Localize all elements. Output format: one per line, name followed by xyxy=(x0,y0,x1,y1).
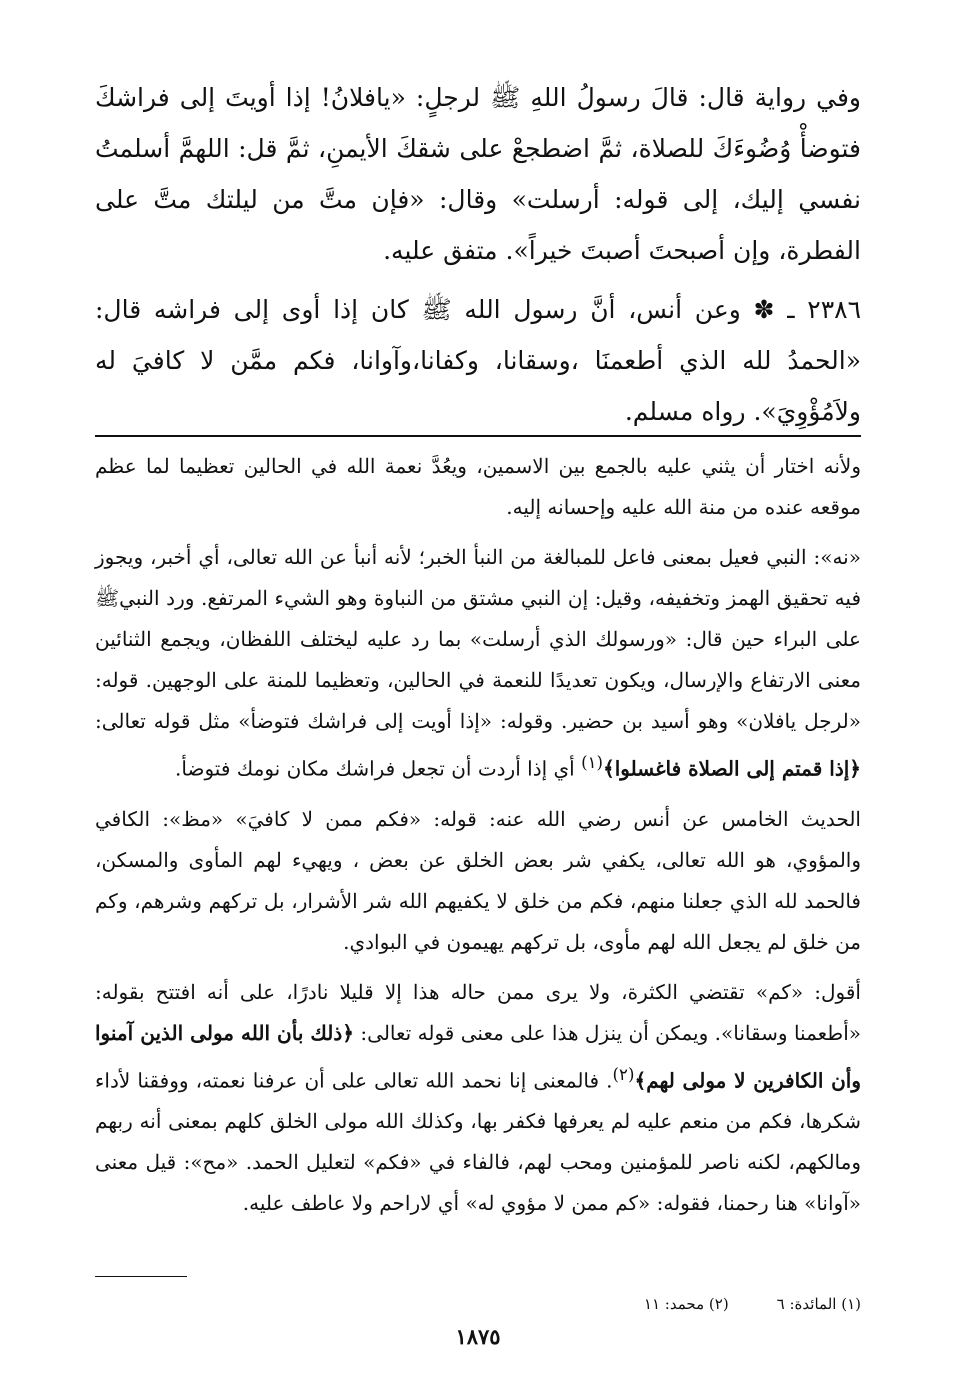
commentary-paragraph-3: الحديث الخامس عن أنس رضي الله عنه: قوله: «فكم ممن لا كافيَ» «مظ»: الكافي والمؤوي، هو الله تعالى، يكفي شر بعض الخلق عن بعض ، ويهيء لهم المأوى والمسكن، فالحمد لله الذي جعلنا منهم، فكم من خلق لا يكفيهم الله شر الأشرار، بل تركهم وشرهم، وكم من خلق لم يجعل الله لهم مأوى، بل تركهم يهيمون في البوادي. xyxy=(95,806,862,954)
separator-rule xyxy=(95,435,861,437)
commentary-text: أي إذا أردت أن تجعل فراشك مكان نومك فتوضأ. xyxy=(175,756,582,781)
commentary-text: . فالمعنى إنا نحمد الله تعالى على أن عرفنا نعمته، ووفقنا لأداء شكرها، فكم من منعم عليه لم يعرفها فكفر بها، وكذلك الله مولى الخلق كلهم بمعنى أنه ربهم ومالكهم، لكنه ناصر للمؤمنين ومحب لهم، فالفاء في «فكم» لتعليل الحمد. «مح»: قيل معنى «آوانا» هنا رحمنا، فقوله: «كم ممن لا مؤوي له» أي لاراحم ولا عاطف عليه. xyxy=(95,1068,861,1216)
footnote-ref: (٢) xyxy=(612,1064,635,1084)
commentary-block xyxy=(95,446,861,1230)
footnotes xyxy=(644,1294,861,1314)
commentary-paragraph-2 xyxy=(95,537,861,790)
footnote-1: (١) المائدة: ٦ xyxy=(776,1295,861,1313)
footnote-2: (٢) محمد: ١١ xyxy=(643,1295,729,1313)
page-number: ١٨٧٥ xyxy=(455,1324,501,1349)
commentary-paragraph-4 xyxy=(95,972,861,1225)
quran-quote: ﴿إذا قمتم إلى الصلاة فاغسلوا﴾ xyxy=(603,756,861,781)
commentary-paragraph-1: ولأنه اختار أن يثني عليه بالجمع بين الاسمين، ويعُدَّ نعمة الله في الحالين تعظيما لما عظم موقعه عنده من منة الله عليه وإحسانه إليه. xyxy=(95,454,862,519)
footnote-rule xyxy=(95,1276,187,1277)
hadith-paragraph-2: ٢٣٨٦ ـ ✽ وعن أنس، أنَّ رسول الله ﷺ كان إذا أوى إلى فراشه قال: «الحمدُ لله الذي أطعمنَا ،وسقانا، وكفانا،وآوانا، فكم ممَّن لا كافيَ له ولاَمُؤْوِيَ». رواه مسلم. xyxy=(95,295,861,426)
commentary-text: «نه»: النبي فعيل بمعنى فاعل للمبالغة من النبأ الخبر؛ لأنه أنبأ عن الله تعالى، أي أخبر، ويجوز فيه تحقيق الهمز وتخفيفه، وقيل: إن النبي مشتق من النباوة وهو الشيء المرتفع. ورد النبيﷺ على البراء حين قال: «ورسولك الذي أرسلت» بما رد عليه ليختلف اللفظان، ويجمع الثنائين معنى الارتفاع والإرسال، ويكون تعديدًا للنعمة في الحالين، وتعظيما للمنة على الوجهين. قوله: «لرجل يافلان» وهو أسيد بن حضير. وقوله: «إذا أويت إلى فراشك فتوضأ» مثل قوله تعالى: xyxy=(95,545,861,733)
hadith-paragraph-1: وفي رواية قال: قالَ رسولُ اللهِ ﷺ لرجلٍ: «يافلانُ! إذا أويتَ إلى فراشكَ فتوضأْ وُضُوءَكَ للصلاة، ثمَّ اضطجعْ على شقكَ الأيمنِ، ثمَّ قل: اللهمَّ أسلمتُ نفسي إليك، إلى قوله: أرسلت» وقال: «فإن متَّ من ليلتك متَّ على الفطرة، وإن أصبحتَ أصبتَ خيراً». متفق عليه. xyxy=(95,83,861,265)
commentary-text: أقول: «كم» تقتضي الكثرة، ولا يرى ممن حاله هذا إلا قليلا نادرًا، على أنه افتتح بقوله: «أطعمنا وسقانا». ويمكن أن ينزل هذا على معنى قوله تعالى: xyxy=(95,979,861,1045)
quran-quote: ﴿ذلك بأن الله مولى الذين آمنوا وأن الكافرين لا مولى لهم﴾ xyxy=(95,1020,861,1093)
footnote-ref: (١) xyxy=(581,753,604,772)
hadith-text-block xyxy=(95,72,861,437)
